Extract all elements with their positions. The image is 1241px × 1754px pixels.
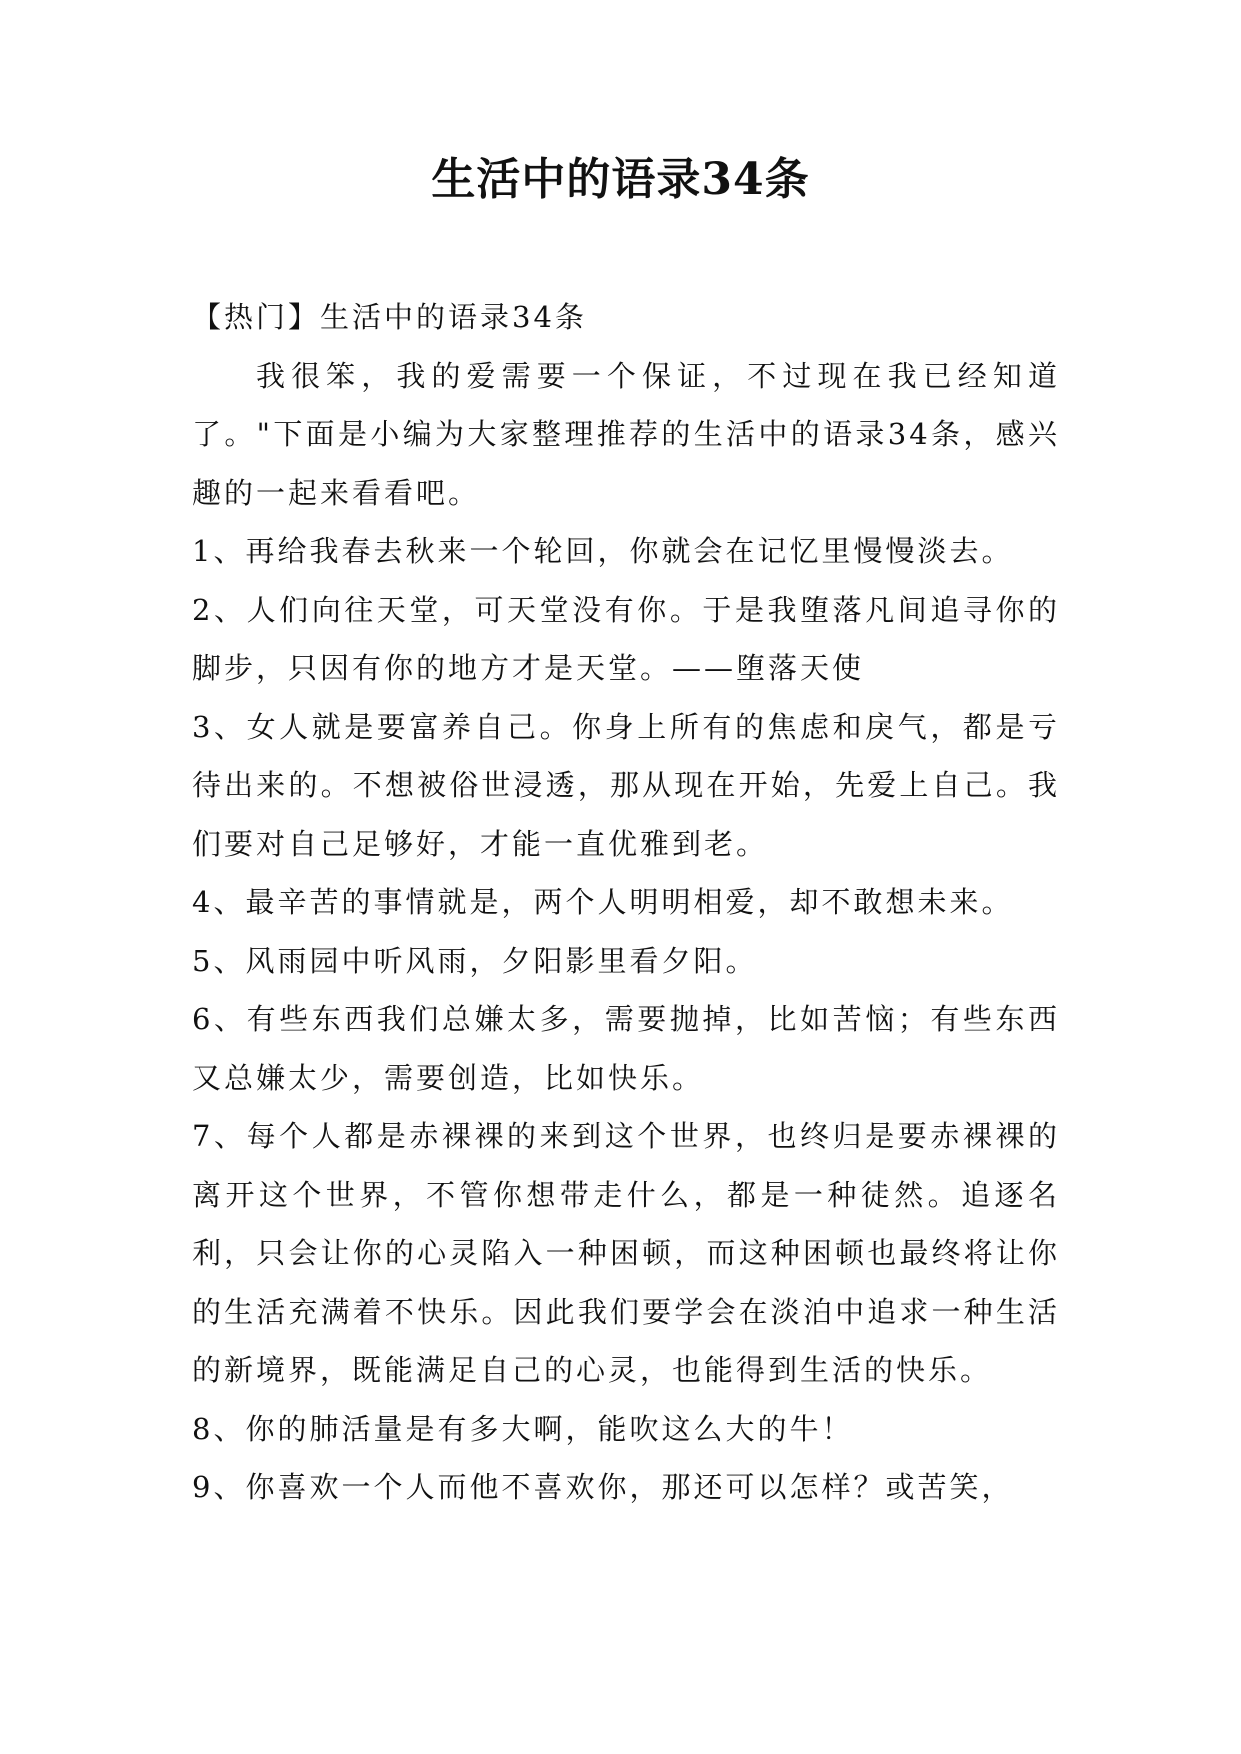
quote-item-4: 4、最辛苦的事情就是，两个人明明相爱，却不敢想未来。 [192,885,1014,919]
document-title: 生活中的语录34条 [431,154,810,205]
quote-item-6: 6、有些东西我们总嫌太多，需要抛掉，比如苦恼；有些东西又总嫌太少，需要创造，比如快乐。 [192,1002,1060,1095]
quote-item-8: 8、你的肺活量是有多大啊，能吹这么大的牛！ [192,1411,854,1446]
intro-paragraph: 我很笨，我的爱需要一个保证，不过现在我已经知道了。"下面是小编为大家整理推荐的生活中的语录34条，感兴趣的一起来看看吧。 [192,358,1060,510]
document-body [192,288,1060,1517]
quote-item-7: 7、每个人都是赤裸裸的来到这个世界，也终归是要赤裸裸的离开这个世界，不管你想带走什么，都是一种徒然。追逐名利，只会让你的心灵陷入一种困顿，而这种困顿也最终将让你的生活充满着不快乐。因此我们要学会在淡泊中追求一种生活的新境界，既能满足自己的心灵，也能得到生活的快乐。 [192,1119,1060,1387]
document-subtitle: 【热门】生活中的语录34条 [192,300,587,334]
quote-item-9: 9、你喜欢一个人而他不喜欢你，那还可以怎样？或苦笑， [192,1470,1014,1504]
quote-item-3: 3、女人就是要富养自己。你身上所有的焦虑和戾气，都是亏待出来的。不想被俗世浸透，那从现在开始，先爱上自己。我们要对自己足够好，才能一直优雅到老。 [192,709,1060,861]
quote-item-2: 2、人们向往天堂，可天堂没有你。于是我堕落凡间追寻你的脚步，只因有你的地方才是天堂。——堕落天使 [192,592,1060,685]
quote-item-5: 5、风雨园中听风雨，夕阳影里看夕阳。 [192,943,758,978]
quote-item-1: 1、再给我春去秋来一个轮回，你就会在记忆里慢慢淡去。 [192,534,1014,568]
